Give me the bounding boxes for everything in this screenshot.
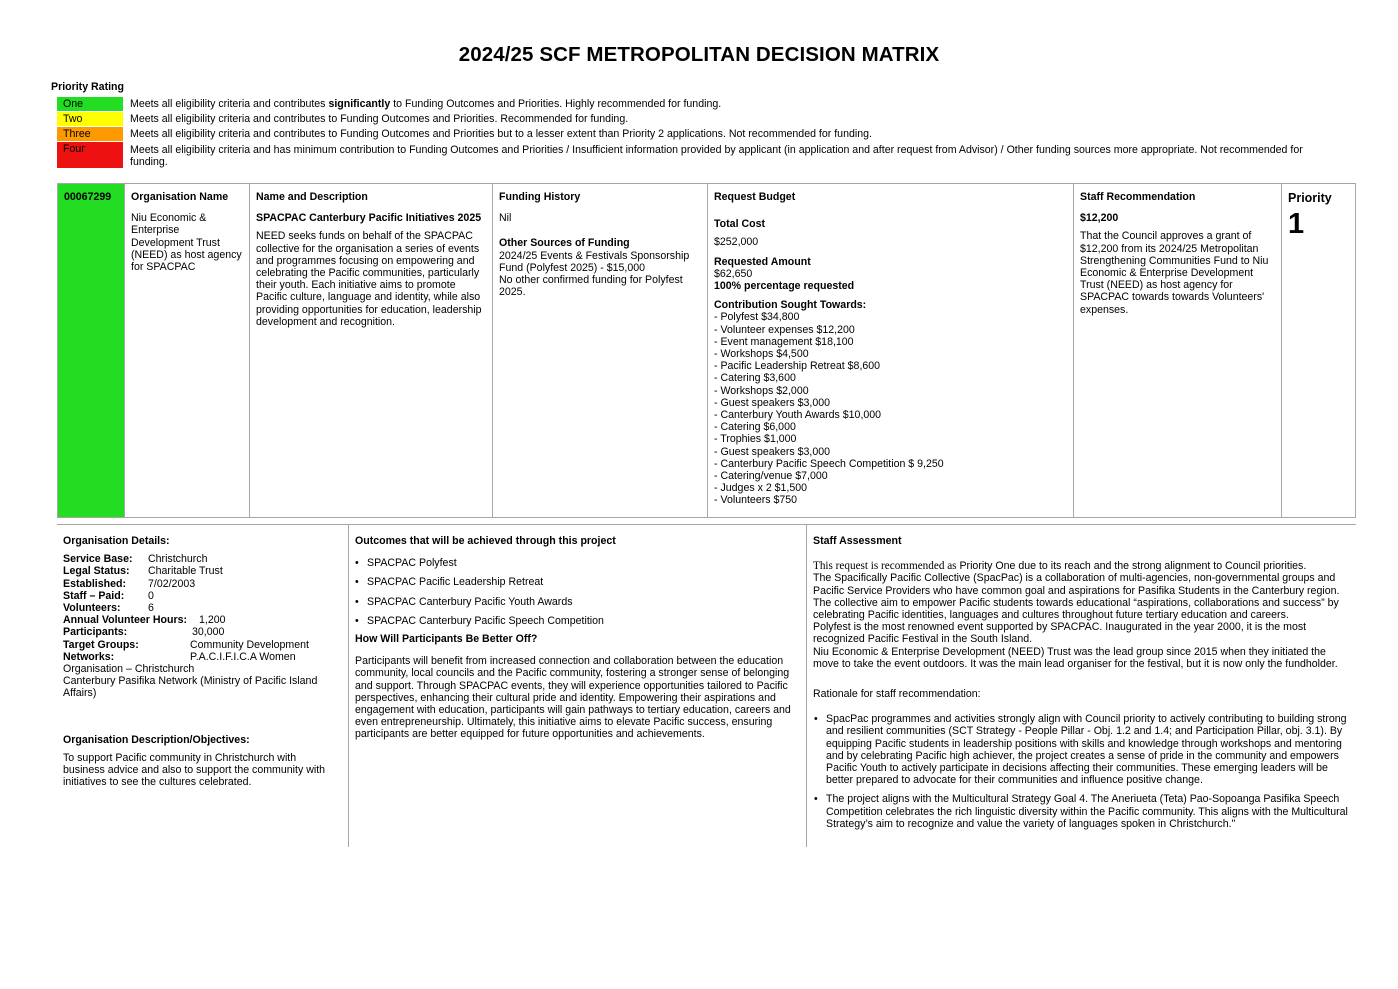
total-cost: $252,000 (714, 236, 759, 249)
requested-amount: $62,650 (714, 267, 753, 280)
established-row: Established: 7/02/2003 (63, 577, 196, 590)
priority-heading: Priority (1288, 191, 1332, 205)
contribution-item: - Volunteer expenses $12,200 (714, 323, 855, 336)
outcomes-list (355, 557, 800, 627)
assessment-paragraph: The Spacifically Pacific Collective (SpacPac) is a collaboration of multi-agencies, non-governmental groups and Pacific Service Providers who have common goal and aspirations for Pasifika Students in the Canterbury region. The collective aim to empower Pacific students towards educational “aspirations, collaborations and success” by celebrating Pacific identities, languages and cultures throughout future tertiary education and careers. (813, 572, 1340, 622)
outcomes-section (348, 525, 806, 847)
better-off-heading: How Will Participants Be Better Off? (355, 633, 538, 646)
outcomes-heading: Outcomes that will be achieved through this project (355, 535, 616, 547)
name-description-heading: Name and Description (256, 191, 368, 203)
legal-status-row: Legal Status: Charitable Trust (63, 565, 223, 578)
funding-history: Nil (499, 212, 512, 225)
service-base-row: Service Base: Christchurch (63, 553, 208, 566)
percentage-requested: 100% percentage requested (714, 280, 855, 293)
outcome-item: • SPACPAC Canterbury Pacific Speech Competition (355, 615, 800, 627)
contribution-item: - Judges x 2 $1,500 (714, 482, 808, 495)
contribution-list (714, 311, 1067, 506)
volunteers-row: Volunteers: 6 (63, 602, 154, 615)
contribution-item: - Workshops $2,000 (714, 384, 809, 397)
request-budget-cell (708, 184, 1074, 517)
organisation-name: Niu Economic & Enterprise Development Trust (NEED) as host agency for SPACPAC (131, 212, 242, 274)
other-source-item: No other confirmed funding for Polyfest 2025. (499, 274, 683, 299)
staff-recommendation-amount: $12,200 (1080, 212, 1119, 225)
assessment-paragraph: Polyfest is the most renowned event supported by SPACPAC. Inaugurated in the year 2000, it is the most recognized Pacific Festival in the South Island. (813, 621, 1307, 646)
organisation-name-cell (125, 184, 250, 517)
staff-assessment-heading: Staff Assessment (813, 535, 902, 547)
rating-desc-three: Meets all eligibility criteria and contributes to Funding Outcomes and Priorities but to a lesser extent than Priority 2 applications. Not recommended for funding. (130, 128, 872, 140)
rating-desc-two: Meets all eligibility criteria and contributes to Funding Outcomes and Priorities. Recommended for funding. (130, 113, 629, 125)
contribution-item: - Catering $6,000 (714, 421, 796, 434)
rating-row-three (57, 127, 1337, 141)
contribution-item: - Pacific Leadership Retreat $8,600 (714, 360, 881, 373)
contribution-item: - Polyfest $34,800 (714, 311, 800, 324)
rating-row-two (57, 112, 1337, 126)
total-cost-label: Total Cost (714, 218, 766, 231)
target-groups-row: Target Groups: Community Development (63, 638, 309, 651)
rationale-heading: Rationale for staff recommendation: (813, 688, 981, 701)
funding-history-cell (493, 184, 708, 517)
project-name: SPACPAC Canterbury Pacific Initiatives 2025 (256, 212, 482, 225)
assessment-paragraph: Niu Economic & Enterprise Development (NEED) Trust was the lead group since 2015 when they initiated the move to take the event outdoors. It was the main lead organiser for the festival, but it is now only the fundholder. (813, 645, 1338, 670)
staff-recommendation-cell (1074, 184, 1282, 517)
outcome-item: • SPACPAC Polyfest (355, 557, 800, 569)
outcome-item: • SPACPAC Canterbury Pacific Youth Awards (355, 596, 800, 608)
contribution-item: - Event management $18,100 (714, 335, 854, 348)
network-item: Canterbury Pasifika Network (Ministry of Pacific Island Affairs) (63, 675, 318, 700)
rating-swatch-four: Four (57, 142, 123, 168)
contribution-heading: Contribution Sought Towards: (714, 299, 867, 312)
organisation-description: To support Pacific community in Christchurch with business advice and also to support the community with initiatives to see the cultures celebrated. (63, 751, 326, 789)
decision-table (57, 183, 1356, 518)
contribution-item: - Canterbury Pacific Speech Competition $ 9,250 (714, 457, 944, 470)
name-description-cell (250, 184, 493, 517)
page-title: 2024/25 SCF METROPOLITAN DECISION MATRIX (458, 43, 940, 66)
contribution-item: - Catering/venue $7,000 (714, 470, 828, 483)
contribution-item: - Guest speakers $3,000 (714, 445, 831, 458)
staff-recommendation-text: That the Council approves a grant of $12,200 from its 2024/25 Metropolitan Strengthening Communities Fund to Niu Economic & Enterprise Development Trust (NEED) as host agency for SPACPAC towards towards Volunteers' expenses. (1080, 230, 1269, 316)
rating-row-four (57, 142, 1337, 170)
rating-swatch-three: Three (57, 127, 123, 141)
rating-row-one (57, 97, 1337, 111)
contribution-item: - Volunteers $750 (714, 494, 798, 507)
network-item: Organisation – Christchurch (63, 663, 195, 676)
rating-swatch-one: One (57, 97, 123, 111)
contribution-item: - Workshops $4,500 (714, 348, 809, 361)
staff-recommendation-heading: Staff Recommendation (1080, 191, 1196, 203)
rationale-item: • The project aligns with the Multicultural Strategy Goal 4. The Aneriueta (Teta) Pao-Sopoanga Pasifika Speech Competition celebrates the rich linguistic diversity within the Pacific community. This aligns with the Multicultural Strategy’s aim to recognize and value the variety of languages spoken in Christchurch." (813, 793, 1350, 830)
rating-desc-four: Meets all eligibility criteria and has minimum contribution to Funding Outcomes and Priorities / Insufficient information provided by applicant (in application and after request from Advisor) / Other funding sources more appropriate. Not recommended for funding. (130, 144, 1303, 169)
organisation-description-heading: Organisation Description/Objectives: (63, 733, 250, 746)
details-section (57, 524, 1356, 847)
contribution-item: - Trophies $1,000 (714, 433, 797, 446)
request-budget-heading: Request Budget (714, 191, 796, 203)
rating-swatch-two: Two (57, 112, 123, 126)
assessment-intro: This request is recommended as Priority One due to its reach and the strong alignment to Council priorities. (813, 560, 1307, 573)
outcome-item: • SPACPAC Pacific Leadership Retreat (355, 576, 800, 588)
other-source-item: 2024/25 Events & Festivals Sponsorship Fund (Polyfest 2025) - $15,000 (499, 249, 690, 274)
contribution-item: - Catering $3,600 (714, 372, 796, 385)
organisation-details-heading: Organisation Details: (63, 535, 170, 547)
priority-cell (1282, 184, 1355, 517)
project-description: NEED seeks funds on behalf of the SPACPAC collective for the organisation a series of events and programmes focusing on empowering and celebrating the Pacific communities, particularly their youth. Each initiative aims to promote Pacific culture, language and identity, while also providing opportunities for education, leadership development and recognition. (256, 230, 482, 328)
contribution-item: - Canterbury Youth Awards $10,000 (714, 409, 882, 422)
priority-value: 1 (1288, 208, 1305, 240)
priority-rating-heading: Priority Rating (51, 81, 124, 93)
staff-assessment (806, 525, 1356, 847)
better-off-text: Participants will benefit from increased connection and collaboration between the education community, local councils and the Pacific community, fostering a stronger sense of belonging and support. Through SPACPAC events, they will experience opportunities tailored to Pacific perspectives, enhancing their cultural pride and identity. Empowering their aspirations and engagement with education, participants will gain pathways to tertiary education, careers and even entrepreneurship. Ultimately, this initiative aims to elevate Pacific success, ensuring participants are better equipped for future opportunities and achievements. (355, 655, 791, 741)
annual-hours-row: Annual Volunteer Hours: 1,200 (63, 614, 226, 627)
requested-amount-label: Requested Amount (714, 255, 811, 268)
organisation-name-heading: Organisation Name (131, 191, 229, 203)
organisation-details (57, 525, 348, 847)
other-sources-heading: Other Sources of Funding (499, 237, 630, 250)
rating-desc-one: Meets all eligibility criteria and contributes significantly to Funding Outcomes and Priorities. Highly recommended for funding. (130, 98, 722, 110)
rationale-list (813, 713, 1350, 830)
application-id-cell (58, 184, 125, 517)
rationale-item: • SpacPac programmes and activities strongly align with Council priority to actively contributing to building strong and resilient communities (SCT Strategy - People Pillar - Obj. 1.2 and 1.4; and Participation Pillar, obj. 3.1). By equipping Pacific students in leadership positions with skills and knowledge through workshops and mentoring and by celebrating Pacific high achiever, the project creates a sense of pride in the community and empowers Pacific Youth to actively participate in decisions affecting their communities. These emerging leaders will be better prepared to advocate for their communities and influence positive change. (813, 713, 1350, 786)
participants-row: Participants: 30,000 (63, 626, 225, 639)
contribution-item: - Guest speakers $3,000 (714, 396, 831, 409)
application-id: 00067299 (64, 191, 112, 203)
funding-history-heading: Funding History (499, 191, 581, 203)
networks-row: Networks: P.A.C.I.F.I.C.A Women (63, 650, 296, 663)
staff-paid-row: Staff – Paid: 0 (63, 589, 154, 602)
